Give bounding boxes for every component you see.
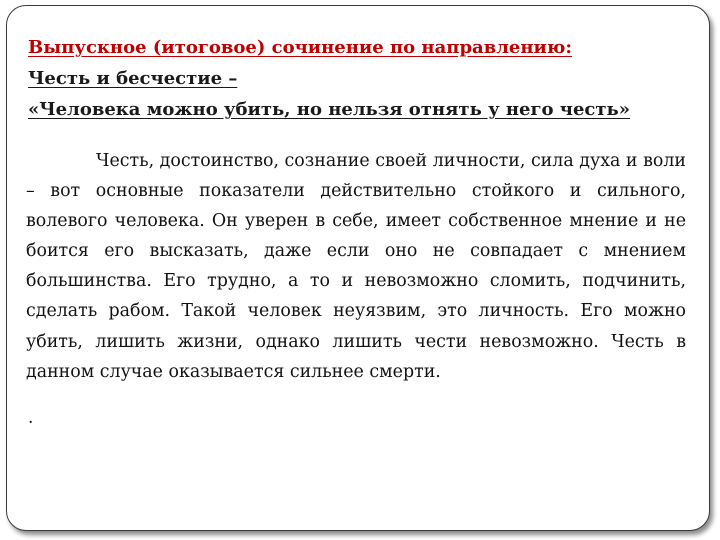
essay-paragraph: Честь, достоинство, сознание своей личности, сила духа и воли – вот основные показатели действительно стойкого и сильного, волевого человека. Он уверен в себе, имеет собственное мнение и не боится его высказать, даже если оно не совпадает с мнением большинства. Его трудно, а то и невозможно сломить, подчинить, сделать рабом. Такой человек неуязвим, это личность. Его можно убить, лишить жизни, однако лишить чести невозможно. Честь в данном случае оказывается сильнее смерти. — [26, 151, 686, 382]
trailing-period: . — [28, 408, 34, 428]
heading-line-topic: «Человека можно убить, но нельзя отнять у него честь» — [28, 99, 630, 120]
essay-body — [26, 146, 686, 387]
heading-line-theme: Честь и бесчестие – — [28, 68, 238, 89]
heading-line-direction: Выпускное (итоговое) сочинение по направлению: — [28, 37, 572, 58]
essay-heading — [28, 32, 698, 125]
